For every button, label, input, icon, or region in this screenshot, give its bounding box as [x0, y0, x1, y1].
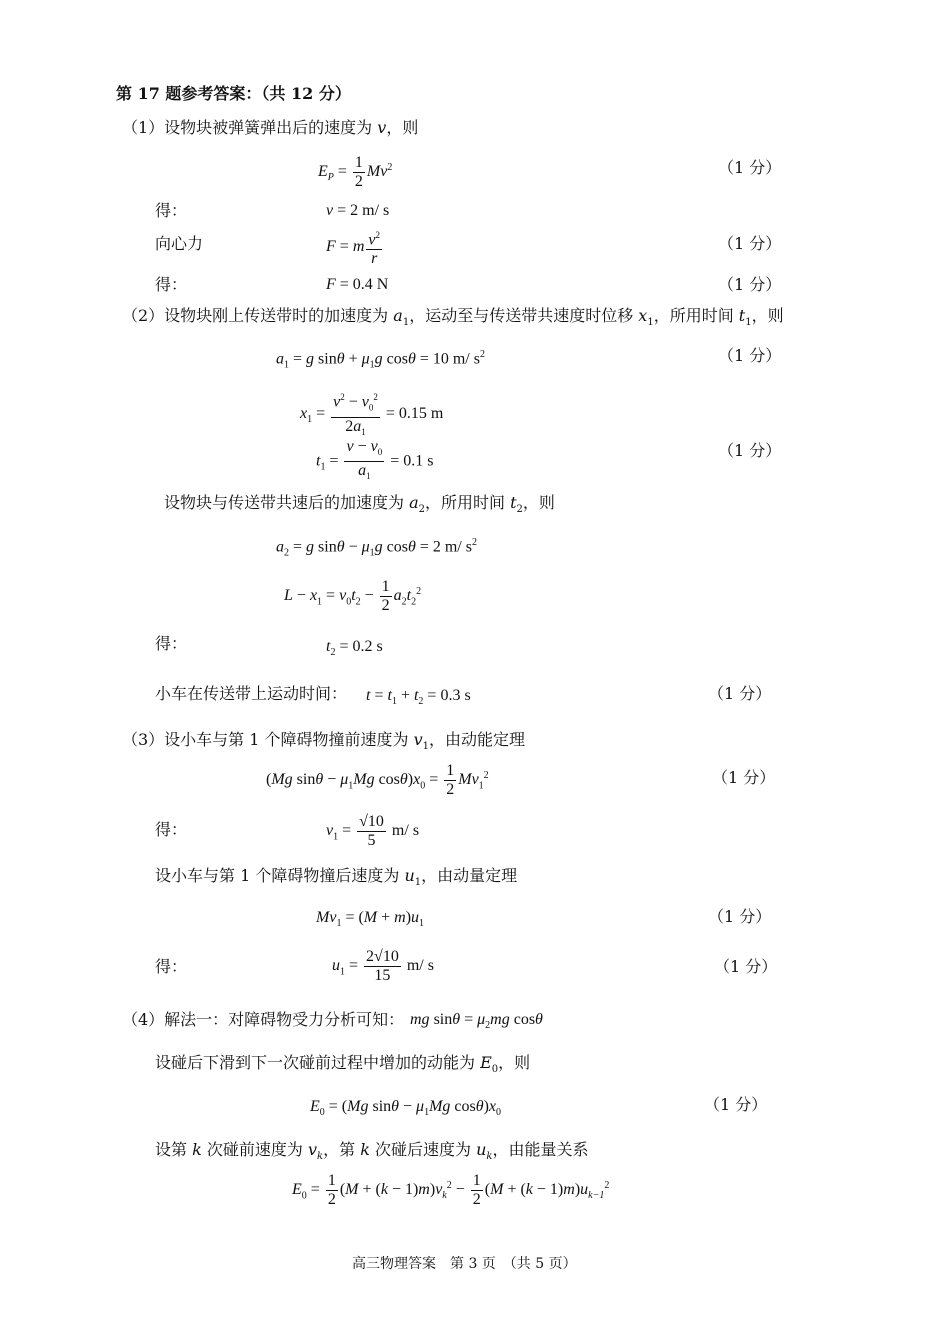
eq-balance: mg $\sin\theta = \mu_2mg$ cosθ [410, 1011, 543, 1032]
part4-intro: （4）解法一：对障碍物受力分析可知： [122, 1010, 405, 1029]
eq-ep: $E_P$ = $\frac{1}{2}$ Mv$^2$ [318, 154, 393, 190]
eq-t2: $t_2 = 0.2$ s [326, 638, 383, 659]
part4-kth: 设第 k 次碰前速度为 $v_k$，第 k 次碰后速度为 $u_k$，由能量关系 [155, 1140, 589, 1163]
eq-e0: $E_0 = (Mg$ $\sin\theta - \mu_1Mg$ $\cos\theta)x_0$ [310, 1098, 502, 1119]
eq-momentum: $Mv_1 = (M + m)u_1$ [316, 909, 425, 930]
score-4: （1 分） [718, 346, 782, 365]
score-7: （1 分） [712, 768, 776, 787]
eq-a2: $a_2 = g$ $\sin\theta - \mu_1g$ cosθ = 2 m/ $s^2$ [276, 537, 477, 559]
score-1: （1 分） [718, 158, 782, 177]
de-label: 得： [155, 201, 188, 220]
eq-t1: $t_1$ = $\frac{v - v_0}{a_1}$ = 0.1 s [316, 438, 434, 482]
eq-f-result: F = 0.4 N [326, 276, 389, 293]
centripetal-label: 向心力 [155, 234, 204, 253]
part3-after: 设小车与第 1 个障碍物撞后速度为 $u_1$，由动量定理 [155, 866, 518, 889]
eq-a1: $a_1 = g$ $\sin\theta + \mu_1g$ cosθ = 10 m/ $s^2$ [276, 349, 485, 371]
score-10: （1 分） [704, 1095, 768, 1114]
eq-l: $L - x_1 = v_0t_2$ − $\frac{1}{2}$ $a_2t_2^2$ [284, 578, 422, 614]
part3-intro: （3）设小车与第 1 个障碍物撞前速度为 $v_1$，由动能定理 [122, 730, 526, 753]
eq-energy-k: $E_0$ = $\frac{1}{2}$ $(M + (k - 1)m)v_k^2$ − $\frac{1}{2}$ $(M + (k - 1)m)u_{k-1}^2$ [292, 1172, 610, 1208]
page-footer: 高三物理答案 第 3 页 （共 5 页） [352, 1256, 577, 1272]
score-8: （1 分） [708, 907, 772, 926]
eq-u1: $u_1$ = $\frac{2√10}{15}$ m/ s [332, 948, 434, 984]
eq-v: v = 2 m/ s [326, 202, 390, 219]
part4-energy: 设碰后下滑到下一次碰前过程中增加的动能为 $E_0$，则 [155, 1053, 531, 1076]
eq-work-energy: (Mg $\sin\theta - \mu_1Mg$ $\cos\theta)x_0$ = $\frac{1}{2}$ $Mv_1^2$ [266, 762, 489, 798]
part2-intro: （2）设物块刚上传送带时的加速度为 $a_1$，运动至与传送带共速度时位移 $x_1$，所用时间 $t_1$，则 [122, 306, 784, 329]
part2-after: 设物块与传送带共速后的加速度为 $a_2$，所用时间 $t_2$，则 [164, 493, 555, 516]
de-label: 得： [155, 634, 188, 653]
score-3: （1 分） [718, 275, 782, 294]
part1-intro: （1）设物块被弹簧弹出后的速度为 v，则 [122, 118, 419, 137]
eq-x1: $x_1$ = $\frac{v^2 - v_0^2}{2a_1}$ = 0.15 m [300, 388, 443, 441]
de-label: 得： [155, 275, 188, 294]
eq-f: F = m $\frac{v^2}{r}$ [326, 226, 384, 268]
question-title: 第 17 题参考答案：（共 12 分） [116, 84, 351, 103]
eq-t: $t = t_1 + t_2 = 0.3$ s [366, 687, 471, 708]
de-label: 得： [155, 957, 188, 976]
score-5: （1 分） [718, 441, 782, 460]
eq-v1: $v_1$ = $\frac{√10}{5}$ m/ s [326, 813, 420, 849]
score-9: （1 分） [714, 957, 778, 976]
score-2: （1 分） [718, 234, 782, 253]
score-6: （1 分） [708, 684, 772, 703]
time-label: 小车在传送带上运动时间： [155, 684, 348, 703]
de-label: 得： [155, 820, 188, 839]
